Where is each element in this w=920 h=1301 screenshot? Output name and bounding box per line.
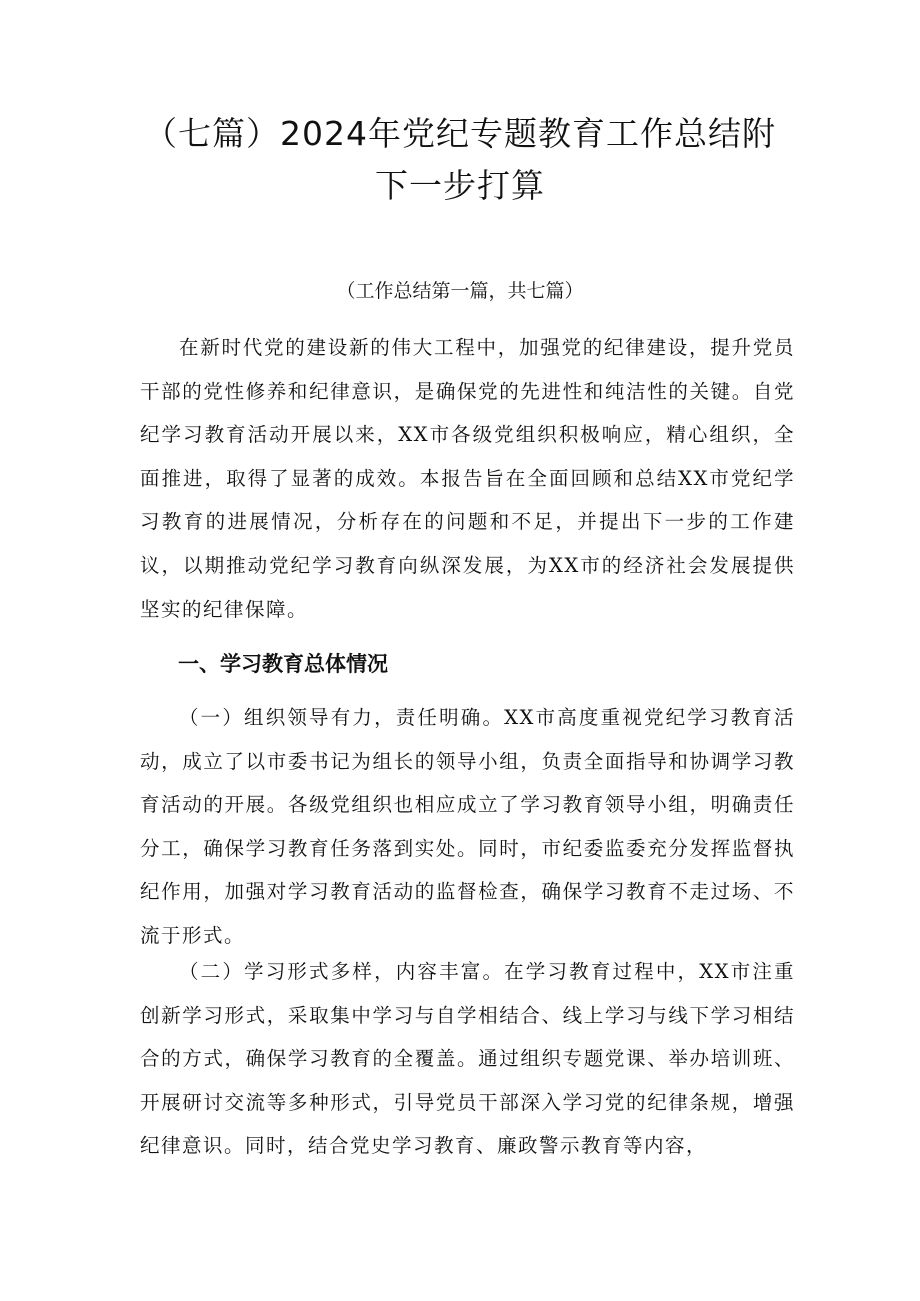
section-paragraph-2: （二）学习形式多样，内容丰富。在学习教育过程中，XX市注重创新学习形式，采取集中学习与自学相结合、线上学习与线下学习相结合的方式，确保学习教育的全覆盖。通过组织专题党课、举办培训班、开展研讨交流等多种形式，引导党员干部深入学习党的纪律条规，增强纪律意识。同时，结合党史学习教育、廉政警示教育等内容， bbox=[140, 960, 795, 1158]
document-subtitle: （工作总结第一篇，共七篇） bbox=[336, 280, 584, 302]
document-title-line2: 下一步打算 bbox=[375, 166, 545, 205]
section-paragraph-1: （一）组织领导有力，责任明确。XX市高度重视党纪学习教育活动，成立了以市委书记为组长的领导小组，负责全面指导和协调学习教育活动的开展。各级党组织也相应成立了学习教育领导小组，明确责任分工，确保学习教育任务落到实处。同时，市纪委监委充分发挥监督执纪作用，加强对学习教育活动的监督检查，确保学习教育不走过场、不流于形式。 bbox=[140, 706, 795, 947]
intro-paragraph: 在新时代党的建设新的伟大工程中，加强党的纪律建设，提升党员干部的党性修养和纪律意识，是确保党的先进性和纯洁性的关键。自党纪学习教育活动开展以来，XX市各级党组织积极响应，精心组织，全面推进，取得了显著的成效。本报告旨在全面回顾和总结XX市党纪学习教育的进展情况，分析存在的问题和不足，并提出下一步的工作建议，以期推动党纪学习教育向纵深发展，为XX市的经济社会发展提供坚实的纪律保障。 bbox=[140, 336, 795, 621]
section-paragraph-2-block bbox=[140, 950, 795, 1168]
section-paragraph-1-block bbox=[140, 696, 795, 958]
section-heading: 一、学习教育总体情况 bbox=[178, 652, 388, 676]
document-title-line1: （七篇）2024年党纪专题教育工作总结附 bbox=[144, 114, 776, 153]
intro-paragraph-block bbox=[140, 326, 795, 631]
